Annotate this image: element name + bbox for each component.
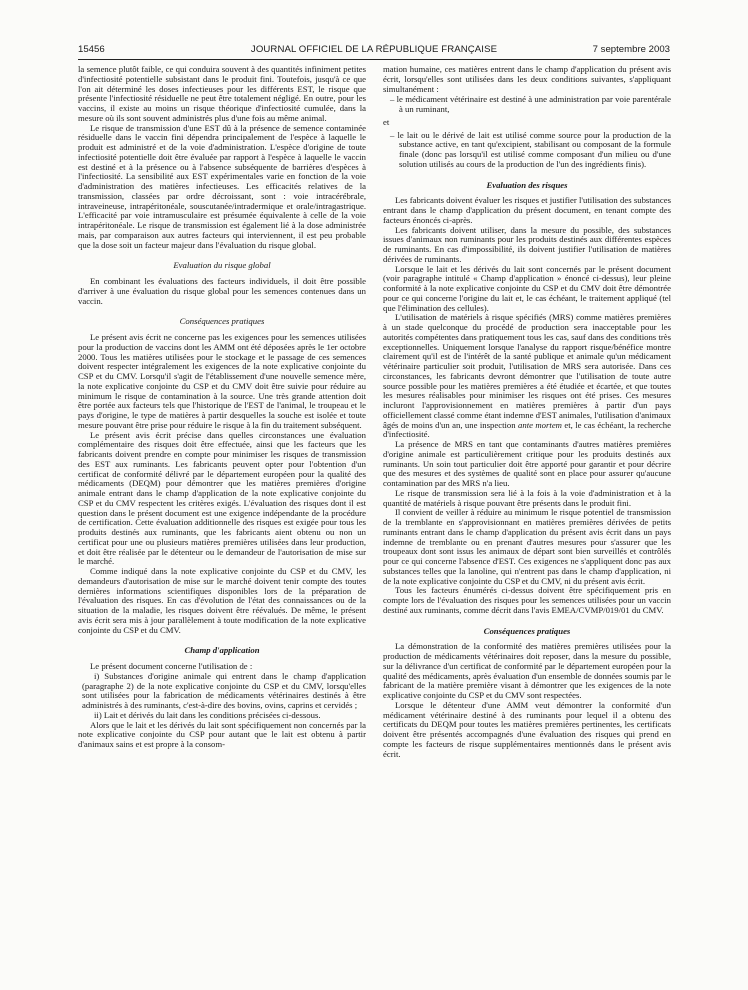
paragraph: Le présent avis écrit précise dans quelles circonstances une évaluation complémentaire des risques doit être effectuée, ainsi que les facteurs que les fabricants doivent prendre en compte pour minimiser les risques de transmission des EST aux ruminants. Les fabricants peuvent opter pour l'obtention d'un certificat de conformité délivré par le département européen pour la qualité des médicaments (DEQM) pour démontrer que les matières premières d'origine animale entrant dans le champ d'application de la note explicative conjointe du CSP et du CMV respectent les critères exigés. L'évaluation des risques dont il est question dans le présent document est une exigence indépendante de la procédure de certification. Cette évaluation additionnelle des risques est exigée pour tous les produits destinés aux ruminants, que les fabricants aient obtenu ou non un certificat pour une ou plusieurs matières premières utilisées dans leur production, et doit être réalisée par le détenteur ou le demandeur de l'autorisation de mise sur le marché.: [78, 429, 366, 567]
header-rule: [78, 59, 670, 60]
italic-term: ante mortem: [518, 419, 562, 430]
paragraph: [383, 313, 671, 440]
paragraph: la semence plutôt faible, ce qui conduira souvent à des quantités infiniment petites d'infectiosité potentielle subsistant dans le produit fini. Toutefois, jusqu'à ce que l'on ait déterminé les doses infectieuses pour les différents EST, le risque que présente l'infectiosité résiduelle ne peut être totalement négligé. En outre, pour les vaccins, il existe au moins un risque théorique d'infectiosité cumulée, dans la mesure où ils sont souvent administrés plus d'une fois au même animal.: [78, 65, 366, 123]
page-number: 15456: [78, 44, 105, 55]
paragraph: Il convient de veiller à réduire au minimum le risque potentiel de transmission de la tremblante en s'approvisionnant en matières premières dérivées de petits ruminants entrant dans le champ d'application du présent avis écrit dans un pays indemne de tremblante ou en prenant d'autres mesures pour s'assurer que les troupeaux dont sont issus les animaux de départ sont bien surveillés et contrôlés pour ce qui concerne l'absence d'EST. Ces exigences ne s'appliquent donc pas aux substances telles que la lanoline, qui n'entrent pas dans le champ d'application, ni de la note explicative conjointe du CSP et du CMV, ni du présent avis écrit.: [383, 507, 671, 586]
publication-date: 7 septembre 2003: [592, 44, 670, 55]
paragraph: Comme indiqué dans la note explicative conjointe du CSP et du CMV, les demandeurs d'autorisation de mise sur le marché doivent tenir compte des toutes dernières informations scientifiques disponibles lors de la préparation de l'évaluation des risques. En cas d'évolution de l'état des connaissances ou de la situation de la maladie, les risques doivent être réévalués. De même, le présent avis écrit sera mis à jour parallèlement à toute modification de la note explicative conjointe du CSP et du CMV.: [78, 566, 366, 635]
paragraph: Les fabricants doivent évaluer les risques et justifier l'utilisation des substances entrant dans le champ d'application du présent document, en tenant compte des facteurs énoncés ci-après.: [383, 195, 671, 225]
paragraph: Alors que le lait et les dérivés du lait sont spécifiquement non concernés par la note explicative conjointe du CSP pour autant que le lait est obtenu à partir d'animaux sains et est propre à la consom-: [78, 719, 366, 749]
section-heading-champ-application: Champ d'application: [184, 645, 260, 656]
section-heading-consequences-pratiques: Conséquences pratiques: [179, 316, 265, 327]
paragraph-text: et, le cas échéant, la recherche d'infectiosité.: [383, 419, 671, 440]
left-column: [78, 65, 366, 975]
list-item: – le médicament vétérinaire est destiné à une administration par voie parentérale à un ruminant,: [390, 94, 671, 114]
section-heading-evaluation-risques: Evaluation des risques: [486, 179, 568, 190]
section-heading-consequences-pratiques-2: Conséquences pratiques: [483, 625, 571, 636]
list-item: i) Substances d'origine animale qui entrent dans le champ d'application (paragraphe 2) de la note explicative conjointe du CSP et du CMV, lorsqu'elles sont utilisées pour la fabrication de médicaments vétérinaires destinés à être administrés à des ruminants, c'est-à-dire des bovins, ovins, caprins et cervidés ;: [82, 670, 366, 710]
paragraph: Le risque de transmission sera lié à la fois à la voie d'administration et à la quantité de matériels à risque pouvant être présents dans le produit fini.: [383, 487, 671, 508]
list-item: – le lait ou le dérivé de lait est utilisé comme source pour la production de la substance active, en tant qu'excipient, stabilisant ou composant de la formule finale (donc pas lorsqu'il est utilisé comme composant d'un milieu ou d'une solution utilisés au cours de la production de l'un des ingrédients finis).: [390, 129, 671, 169]
journal-title: JOURNAL OFFICIEL DE LA RÉPUBLIQUE FRANÇAISE: [250, 44, 498, 55]
paragraph: Lorsque le détenteur d'une AMM veut démontrer la conformité d'un médicament vétérinaire destiné à des ruminants pour lequel il a obtenu des certificats du DEQM pour toutes les matières premières pertinentes, les certificats doivent être présentés accompagnés d'une évaluation des risques qui prend en compte les facteurs de risque supplémentaires mentionnés dans le présent avis écrit.: [383, 699, 671, 759]
paragraph: La présence de MRS en tant que contaminants d'autres matières premières d'origine animale est particulièrement critique pour les produits destinés aux ruminants. Un soin tout particulier doit être apporté pour garantir et pour décrire que des mesures et des systèmes de qualité sont en place pour assurer qu'aucune contamination par des MRS n'a lieu.: [383, 439, 671, 488]
paragraph: Le présent document concerne l'utilisation de :: [90, 661, 253, 671]
paragraph: Lorsque le lait et les dérivés du lait sont concernés par le présent document (voir paragraphe intitulé « Champ d'application » énoncé ci-dessus), leur pleine conformité à la note explicative conjointe du CSP et du CMV doit être démontrée pour ce qui concerne l'origine du lait et, le cas échéant, le traitement appliqué (tel que l'élimination des cellules).: [383, 263, 671, 313]
paragraph: Le risque de transmission d'une EST dû à la présence de semence contaminée résiduelle dans le vaccin fini dépendra principalement de l'espèce à laquelle le produit est administré et de la voie d'administration. L'espèce d'origine de toute infectiosité potentielle doit être évaluée par rapport à l'espèce à laquelle le vaccin est destiné et à la présence ou à l'absence subséquente de barrières d'espèces à l'infectiosité. La sensibilité aux EST expérimentales varie en fonction de la voie d'administration des matières infectieuses. Les efficacités relatives de la transmission, classées par ordre décroissant, sont : voie intracérébrale, intraveineuse, intrapéritonéale, souscutanée/intradermique et orale/intragastrique. L'efficacité par voie intramusculaire est présumée équivalente à celle de la voie intrapéritonéale. Le risque de transmission est également lié à la dose administrée mais, par comparaison aux autres facteurs qui interviennent, il est peu probable que la dose soit un facteur majeur dans l'évaluation du risque global.: [78, 122, 366, 250]
section-heading-evaluation-risque-global: Evaluation du risque global: [173, 260, 271, 271]
right-column: [383, 65, 671, 975]
paragraph: En combinant les évaluations des facteurs individuels, il doit être possible d'arriver à une évaluation du risque global pour les semences contenues dans un vaccin.: [78, 276, 366, 306]
paragraph: mation humaine, ces matières entrent dans le champ d'application du présent avis écrit, lorsqu'elles sont utilisées dans les deux conditions suivantes, s'appliquant simultanément :: [383, 65, 671, 94]
paragraph: La démonstration de la conformité des matières premières utilisées pour la production de médicaments vétérinaires doit reposer, dans la mesure du possible, sur la délivrance d'un certificat de conformité par le département européen pour la qualité des médicaments, après évaluation d'un ensemble de données soumis par le fabricant de la matière première visant à démontrer que les exigences de la note explicative conjointe du CSP et du CMV sont respectées.: [383, 641, 671, 700]
page-header: [78, 44, 670, 58]
paragraph: Les fabricants doivent utiliser, dans la mesure du possible, des substances issues d'animaux non ruminants pour les produits destinés aux différentes espèces de ruminants. En cas d'impossibilité, ils doivent justifier l'utilisation de matières dérivées de ruminants.: [383, 224, 671, 264]
list-item: ii) Lait et dérivés du lait dans les conditions précisées ci-dessous.: [94, 709, 321, 720]
conjunction-text: et: [383, 116, 390, 127]
paragraph: Le présent avis écrit ne concerne pas les exigences pour les semences utilisées pour la production de vaccins dont les AMM ont été déposées après le 1er octobre 2000. Tous les matières utilisées pour le stockage et le passage de ces semences doivent respecter intégralement les exigences de la note explicative conjointe du CSP et du CMV. Lorsqu'il s'agit de l'établissement d'une nouvelle semence mère, la note explicative conjointe du CSP et du CMV doit être suivie pour réduire au minimum le risque de contamination à la source. Une très grande attention doit être portée aux facteurs tels que l'historique de l'EST de l'animal, le troupeau et le pays d'origine, le type de matières à partir desquelles la souche est isolée et toute mesure pouvant être prise pour réduire le risque à la fin du traitement subséquent.: [78, 332, 366, 430]
paragraph-text: L'utilisation de matériels à risque spécifiés (MRS) comme matières premières à un stade quelconque du procédé de production sera inacceptable pour les autorités compétentes dans pratiquement tous les cas, sauf dans des conditions très exceptionnelles. Uniquement lorsque l'analyse du rapport risque/bénéfice montre clairement qu'il est de l'intérêt de la santé publique et animale qu'un médicament vétérinaire particulier soit produit, l'utilisation de MRS sera autorisée. Dans ces circonstances, les fabricants devront démontrer que l'utilisation de toute autre source possible pour les matières premières a été étudiée et écartée, et que toutes les mesures réalisables pour minimiser les risques ont été prises. Ces mesures incluront l'approvisionnement en matières premières à partir d'un pays officiellement classé comme étant indemne d'EST animales, l'utilisation d'animaux âgés de moins d'un an, une inspection: [383, 312, 671, 430]
paragraph: Tous les facteurs énumérés ci-dessus doivent être spécifiquement pris en compte lors de l'évaluation des risques pour les semences utilisées pour un vaccin destiné aux ruminants, comme décrit dans l'avis EMEA/CVMP/019/01 du CMV.: [383, 585, 671, 615]
